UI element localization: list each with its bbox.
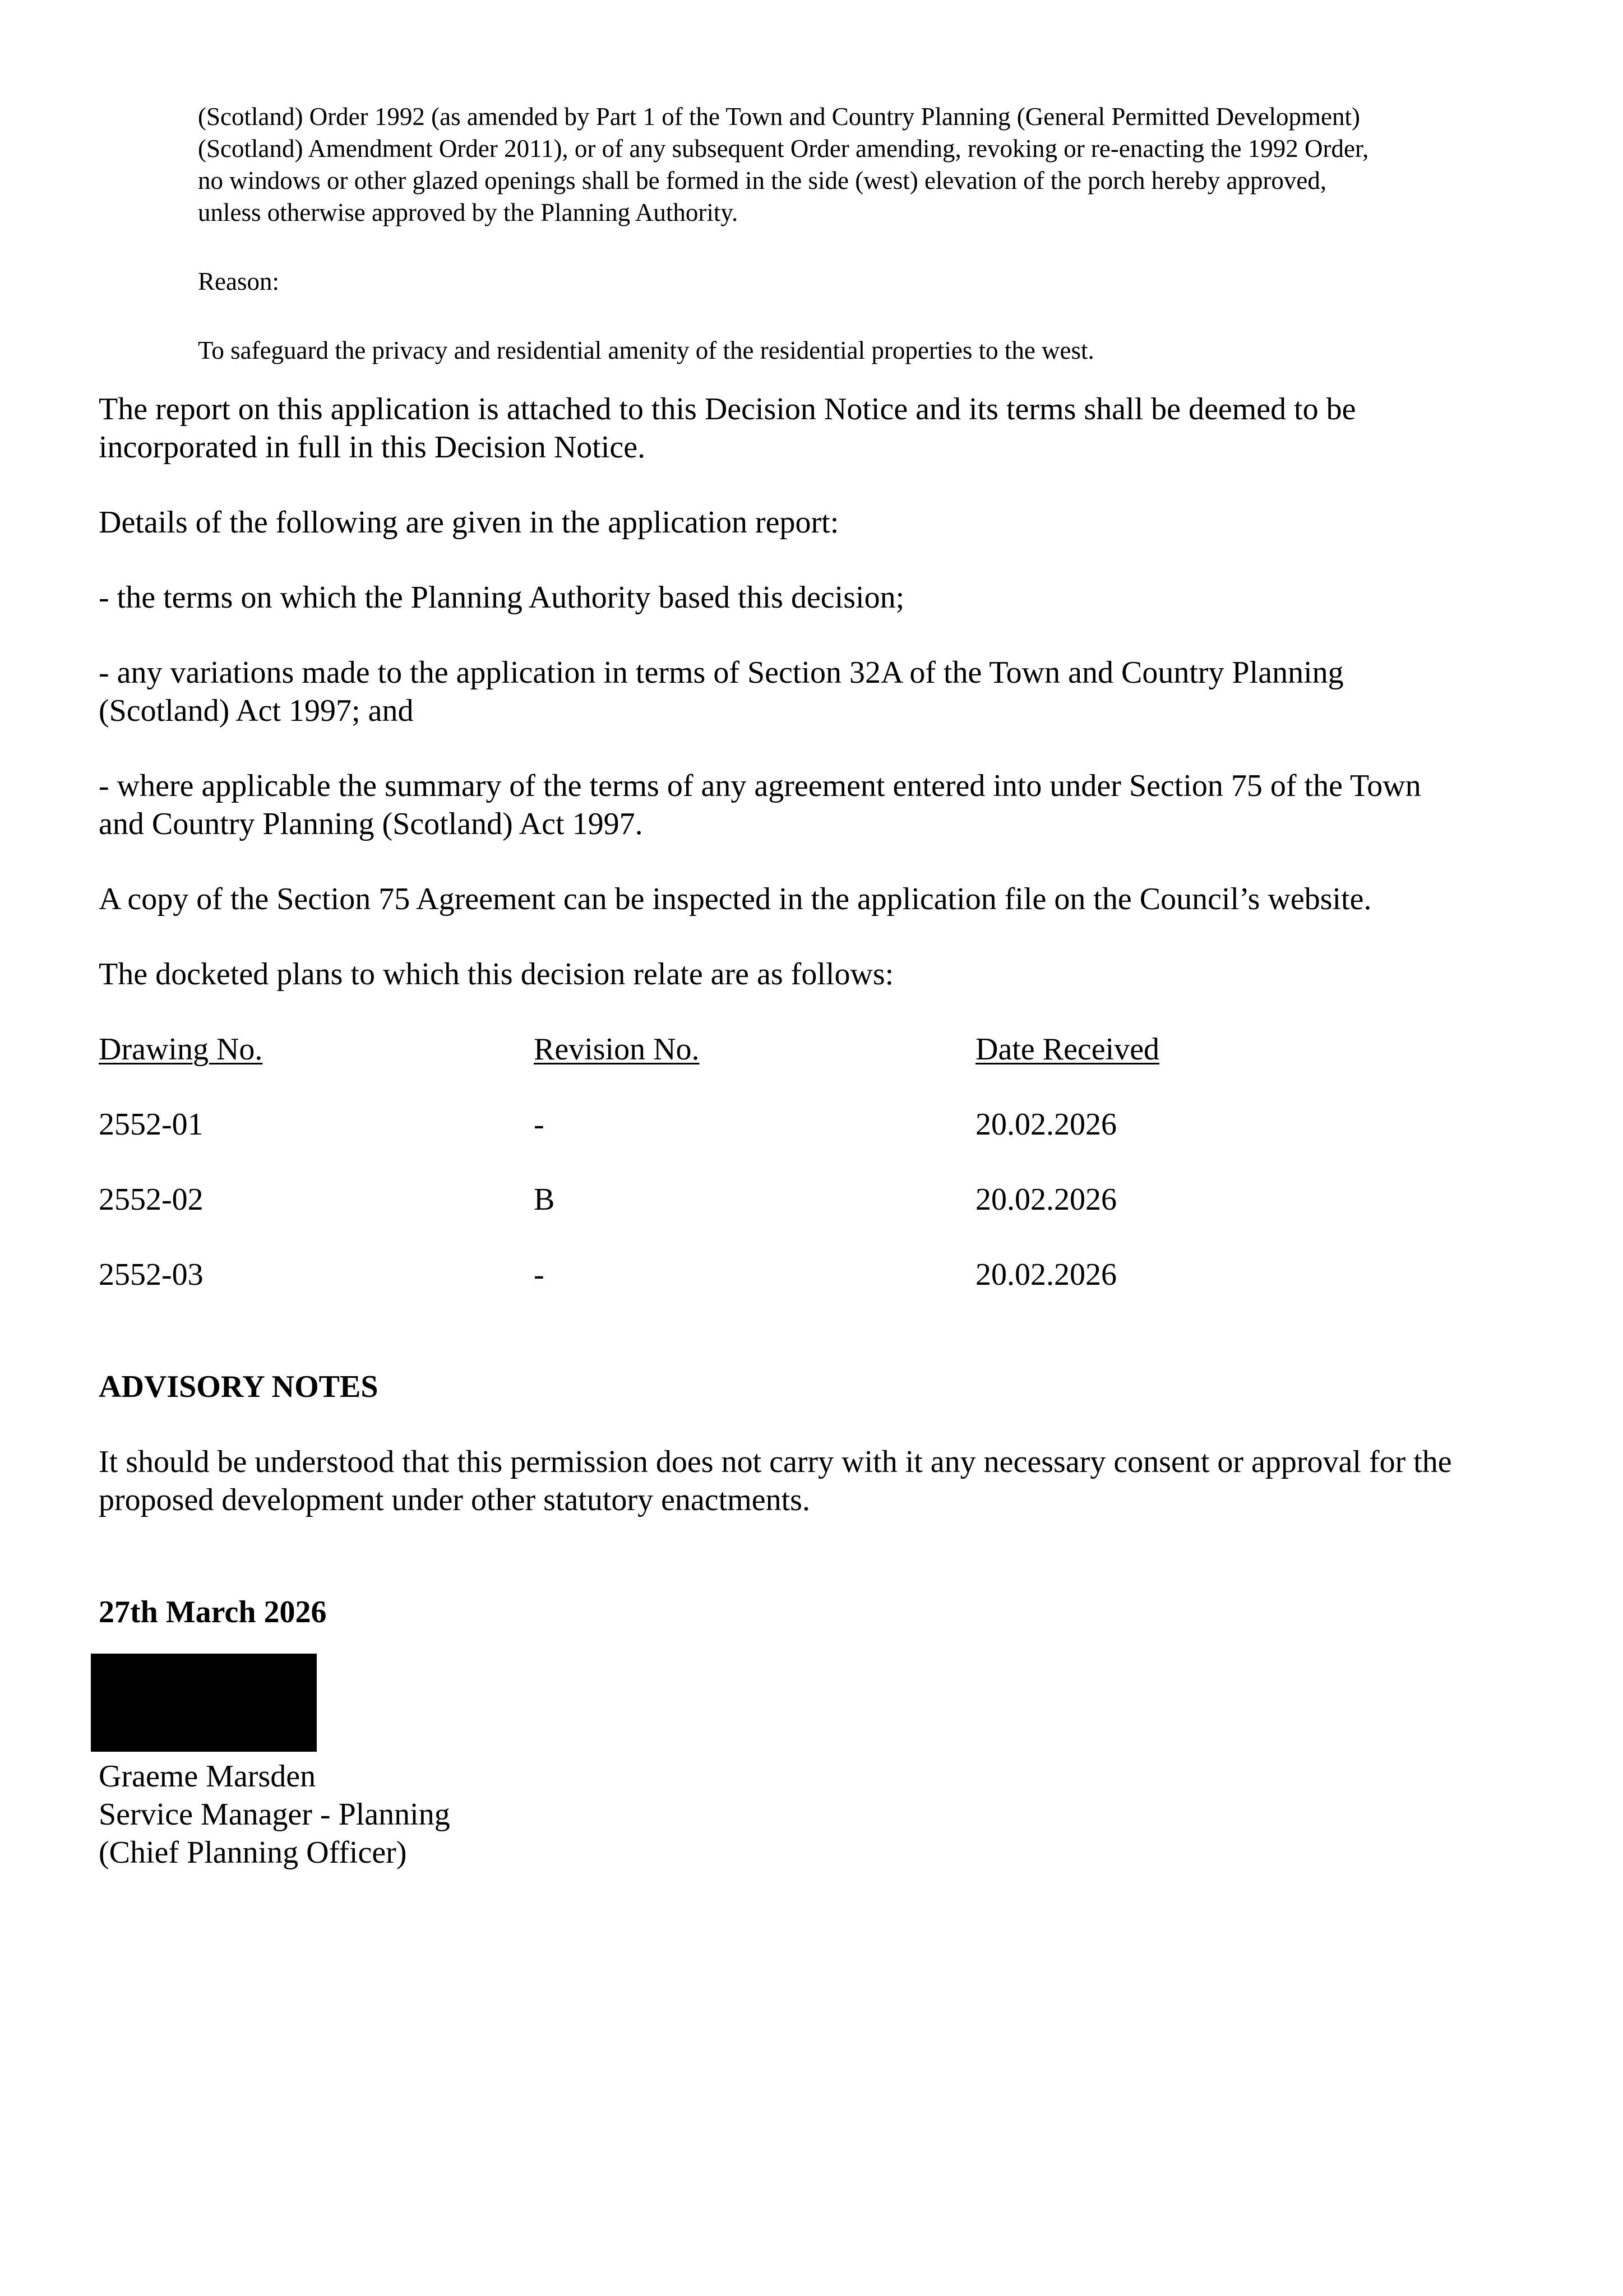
- condition-text: (Scotland) Order 1992 (as amended by Part 1 of the Town and Country Planning (General Permitted Development) (Scotland) Amendment Order 2011), or of any subsequent Order amending, revoking or re-enacting the 1992 Order, no windows or other glazed openings shall be formed in the side (west) elevation of the porch hereby approved, unless otherwise approved by the Planning Authority.: [198, 103, 1369, 226]
- date-received-cell: 20.02.2026: [975, 1107, 1117, 1142]
- table-row: [99, 1256, 1455, 1294]
- date-received-cell: 20.02.2026: [975, 1182, 1117, 1217]
- docketed-plans-table: [99, 1030, 1455, 1294]
- signatory-role: (Chief Planning Officer): [99, 1835, 407, 1870]
- details-intro: Details of the following are given in the application report:: [99, 505, 839, 540]
- header-drawing-no: Drawing No.: [99, 1032, 263, 1067]
- advisory-notes-heading: ADVISORY NOTES: [99, 1369, 378, 1404]
- drawing-no-cell: 2552-02: [99, 1182, 204, 1217]
- revision-no-cell: -: [534, 1257, 544, 1292]
- condition-block: [198, 101, 1392, 367]
- table-header-row: [99, 1030, 1455, 1068]
- reason-label: Reason:: [198, 267, 279, 295]
- reason-text: To safeguard the privacy and residential amenity of the residential properties to the west.: [198, 336, 1094, 364]
- date-received-cell: 20.02.2026: [975, 1257, 1117, 1292]
- section75-paragraph: A copy of the Section 75 Agreement can be inspected in the application file on the Council’s website.: [99, 882, 1372, 916]
- table-row: [99, 1105, 1455, 1144]
- advisory-notes-text: It should be understood that this permission does not carry with it any necessary consent or approval for the proposed development under other statutory enactments.: [99, 1445, 1452, 1517]
- signatory-name: Graeme Marsden: [99, 1759, 316, 1794]
- decision-date: 27th March 2026: [99, 1595, 327, 1630]
- revision-no-cell: -: [534, 1107, 544, 1142]
- drawing-no-cell: 2552-03: [99, 1257, 204, 1292]
- header-revision-no: Revision No.: [534, 1032, 700, 1067]
- report-paragraph: The report on this application is attached to this Decision Notice and its terms shall be deemed to be incorporated in full in this Decision Notice.: [99, 392, 1356, 465]
- details-bullet-3: - where applicable the summary of the terms of any agreement entered into under Section 75 of the Town and Country Planning (Scotland) Act 1997.: [99, 769, 1421, 841]
- details-bullet-2: - any variations made to the application in terms of Section 32A of the Town and Country Planning (Scotland) Act 1997; and: [99, 655, 1344, 728]
- signatory-block: [99, 1757, 1455, 1872]
- table-row: [99, 1181, 1455, 1219]
- main-body: [99, 390, 1455, 1872]
- redacted-signature: [91, 1654, 317, 1752]
- drawing-no-cell: 2552-01: [99, 1107, 204, 1142]
- revision-no-cell: B: [534, 1182, 555, 1217]
- signatory-title: Service Manager - Planning: [99, 1797, 450, 1832]
- plans-intro: The docketed plans to which this decision relate are as follows:: [99, 957, 894, 992]
- header-date-received: Date Received: [975, 1032, 1160, 1067]
- details-bullet-1: - the terms on which the Planning Authority based this decision;: [99, 580, 905, 615]
